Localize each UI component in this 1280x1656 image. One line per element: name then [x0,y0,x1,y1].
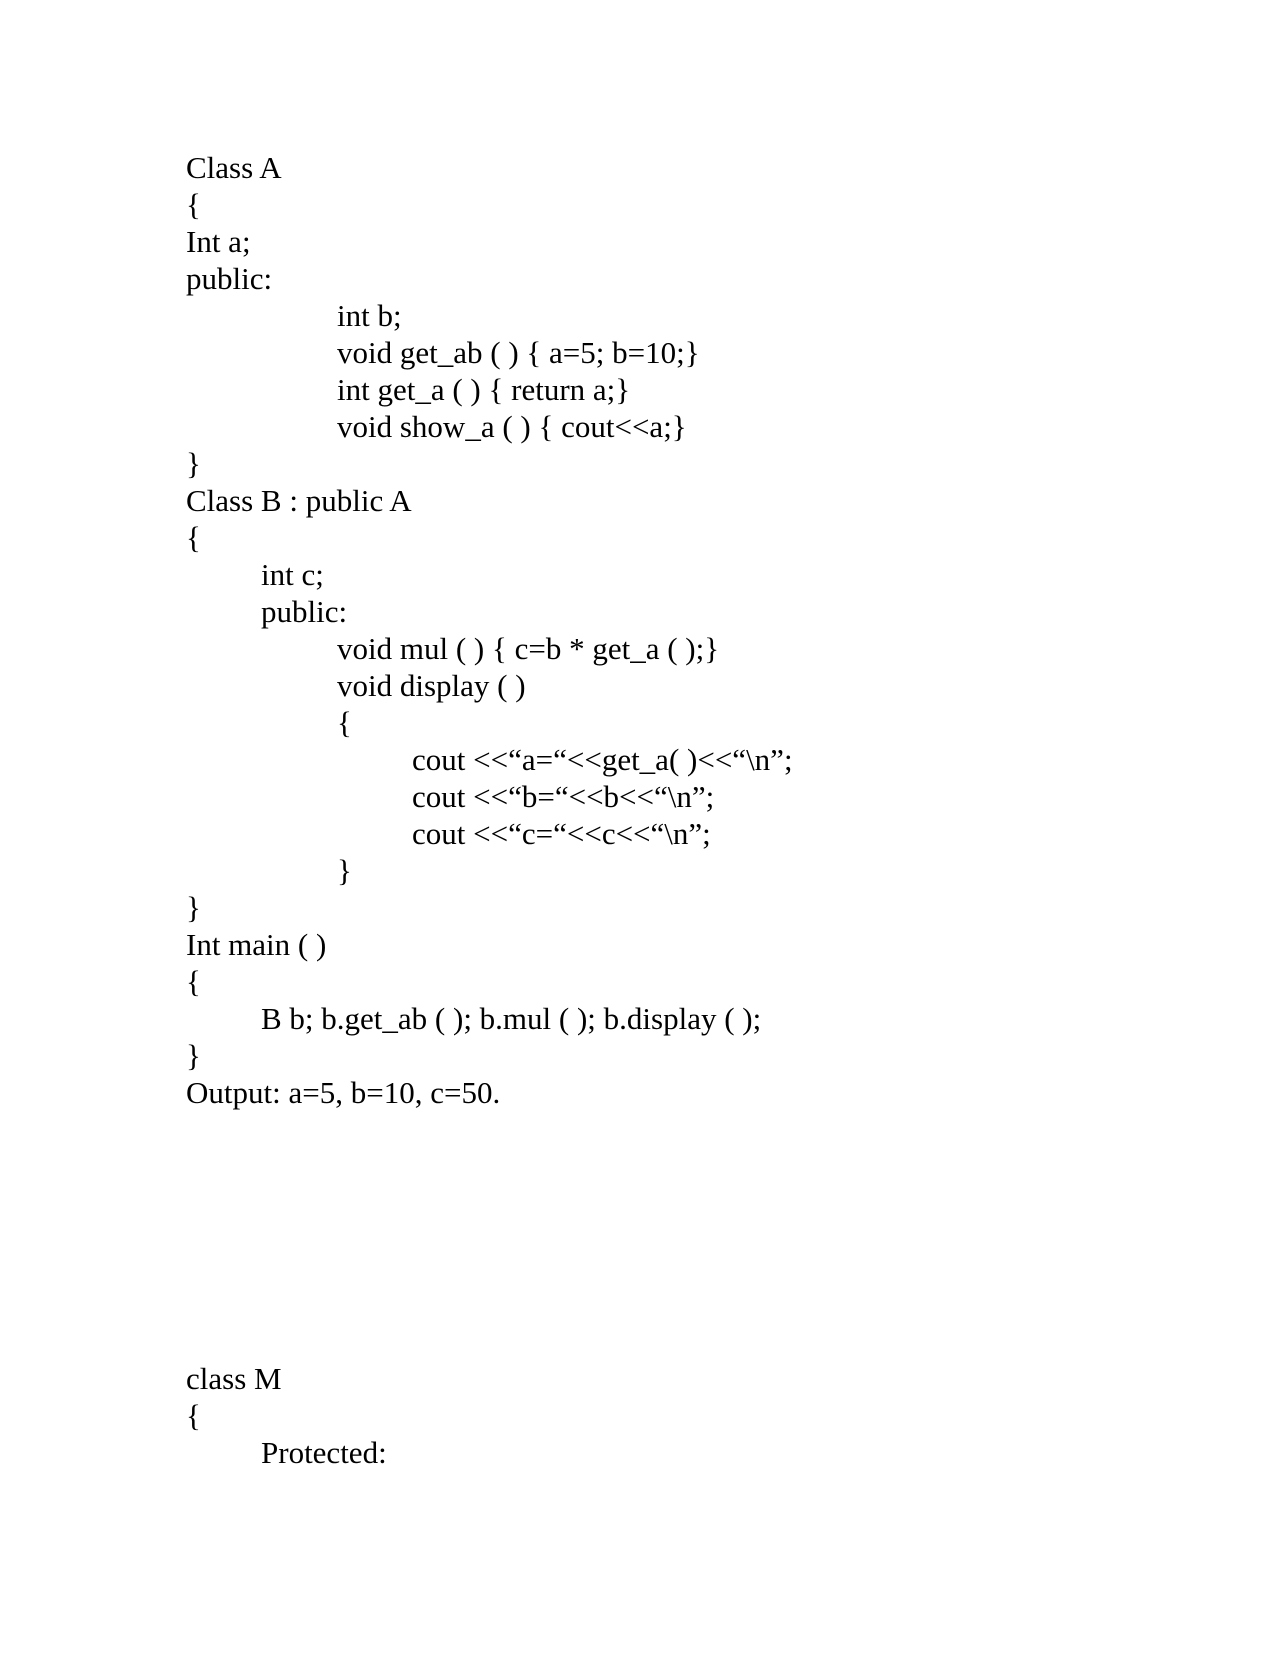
code-line: } [337,853,352,888]
code-line: } [186,446,201,481]
code-line: B b; b.get_ab ( ); b.mul ( ); b.display ( ); [261,1001,762,1036]
code-line: Int main ( ) [186,927,327,962]
code-line: { [186,1398,201,1433]
code-line: { [337,705,352,740]
code-line: Class B : public A [186,483,412,518]
code-block-class-a-b [186,149,793,1111]
code-line: int c; [261,557,324,592]
code-line: int get_a ( ) { return a;} [337,372,631,407]
code-line: } [186,890,201,925]
code-line: Output: a=5, b=10, c=50. [186,1075,501,1110]
code-line: cout <<“b=“<<b<<“\n”; [412,779,715,814]
code-line: public: [186,261,273,296]
code-line: cout <<“a=“<<get_a( )<<“\n”; [412,742,793,777]
code-block-class-m [186,1360,387,1471]
code-line: void get_ab ( ) { a=5; b=10;} [337,335,700,370]
code-line: void show_a ( ) { cout<<a;} [337,409,687,444]
code-line: Int a; [186,224,251,259]
code-line: void display ( ) [337,668,526,703]
code-line: Protected: [261,1435,387,1470]
code-line: Class A [186,150,282,185]
code-line: class M [186,1361,282,1396]
code-line: cout <<“c=“<<c<<“\n”; [412,816,711,851]
code-line: int b; [337,298,402,333]
code-line: { [186,520,201,555]
code-line: { [186,187,201,222]
code-line: } [186,1038,201,1073]
code-line: public: [261,594,348,629]
code-line: void mul ( ) { c=b * get_a ( );} [337,631,720,666]
code-line: { [186,964,201,999]
